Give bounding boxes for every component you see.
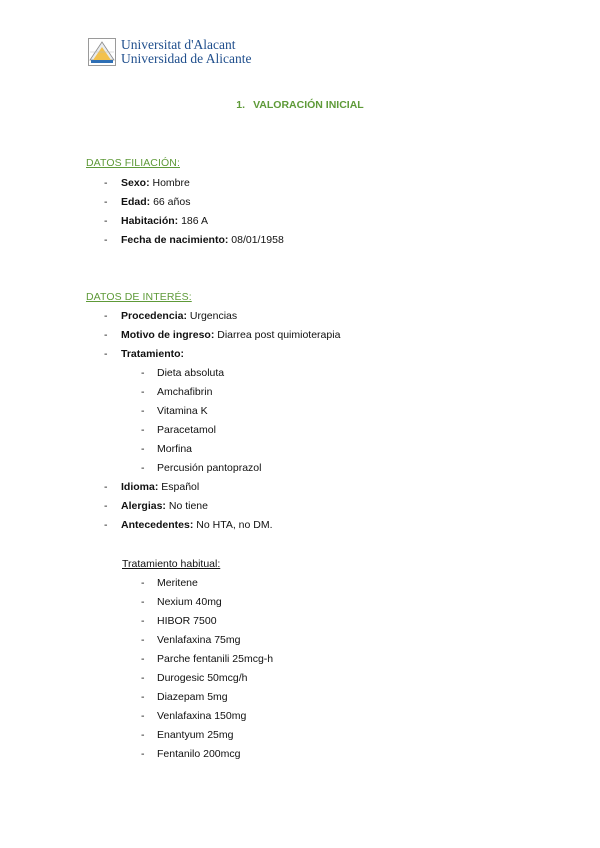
list-item: - Idioma: Español xyxy=(104,481,200,493)
university-name-spanish: Universidad de Alicante xyxy=(121,51,252,66)
item-label: Habitación: xyxy=(121,215,179,227)
item-label: Antecedentes: xyxy=(121,519,194,531)
item-label: Idioma: xyxy=(121,481,159,493)
university-logo-icon xyxy=(88,38,116,66)
sub-list-item: - Percusión pantoprazol xyxy=(141,462,262,474)
sub-list-item: - Meritene xyxy=(141,577,198,589)
sub-list-item: - Morfina xyxy=(141,443,193,455)
medication-item: Meritene xyxy=(157,577,198,589)
list-item: - Edad: 66 años xyxy=(104,196,191,208)
medication-item: HIBOR 7500 xyxy=(157,615,217,627)
sub-list-item: - Fentanilo 200mcg xyxy=(141,748,241,760)
sub-list-item: - Paracetamol xyxy=(141,424,216,436)
list-item: - Tratamiento: xyxy=(104,348,185,360)
item-label: Sexo: xyxy=(121,177,150,189)
item-label: Motivo de ingreso: xyxy=(121,329,215,341)
list-item: - Antecedentes: No HTA, no DM. xyxy=(104,519,273,531)
treatment-item: Paracetamol xyxy=(157,424,216,436)
list-item: - Alergias: No tiene xyxy=(104,500,208,512)
item-value: Hombre xyxy=(149,177,190,189)
treatment-item: Morfina xyxy=(157,443,193,455)
title-text: VALORACIÓN INICIAL xyxy=(253,99,364,111)
item-value: Español xyxy=(158,481,200,493)
university-logo xyxy=(88,38,258,70)
item-value: 66 años xyxy=(150,196,191,208)
list-item: - Procedencia: Urgencias xyxy=(104,310,238,322)
university-name-valencian: Universitat d'Alacant xyxy=(121,37,236,52)
section-heading-interes: DATOS DE INTERÉS: xyxy=(86,291,192,303)
item-value: Urgencias xyxy=(186,310,238,322)
medication-item: Nexium 40mg xyxy=(157,596,222,608)
item-label: Edad: xyxy=(121,196,151,208)
item-label: Procedencia: xyxy=(121,310,187,322)
sub-list-item: - HIBOR 7500 xyxy=(141,615,217,627)
sub-list-item: - Nexium 40mg xyxy=(141,596,222,608)
medication-item: Venlafaxina 75mg xyxy=(157,634,241,646)
sub-list-item: - Dieta absoluta xyxy=(141,367,225,379)
medication-item: Durogesic 50mcg/h xyxy=(157,672,248,684)
medication-item: Venlafaxina 150mg xyxy=(157,710,247,722)
medication-item: Parche fentanili 25mcg-h xyxy=(157,653,274,665)
item-value: Diarrea post quimioterapia xyxy=(214,329,341,341)
treatment-item: Percusión pantoprazol xyxy=(157,462,262,474)
sub-list-item: - Vitamina K xyxy=(141,405,208,417)
sub-list-item: - Amchafibrin xyxy=(141,386,213,398)
sub-list-item: - Venlafaxina 75mg xyxy=(141,634,241,646)
medication-item: Diazepam 5mg xyxy=(157,691,228,703)
item-value: 186 A xyxy=(178,215,208,227)
medication-item: Fentanilo 200mcg xyxy=(157,748,241,760)
treatment-item: Vitamina K xyxy=(157,405,208,417)
item-value: No HTA, no DM. xyxy=(193,519,273,531)
item-label: Alergias: xyxy=(121,500,166,512)
list-item: - Motivo de ingreso: Diarrea post quimioterapia xyxy=(104,329,341,341)
list-item: - Fecha de nacimiento: 08/01/1958 xyxy=(104,234,284,246)
item-label: Fecha de nacimiento: xyxy=(121,234,229,246)
treatment-item: Dieta absoluta xyxy=(157,367,225,379)
section-heading-filiacion: DATOS FILIACIÓN: xyxy=(86,157,180,169)
tratamiento-habitual-label: Tratamiento habitual: xyxy=(122,558,221,570)
list-item: - Sexo: Hombre xyxy=(104,177,190,189)
sub-list-item: - Enantyum 25mg xyxy=(141,729,234,741)
item-value: 08/01/1958 xyxy=(228,234,284,246)
item-value: No tiene xyxy=(165,500,208,512)
item-label: Tratamiento: xyxy=(121,348,185,360)
sub-list-item: - Diazepam 5mg xyxy=(141,691,228,703)
sub-list-item: - Durogesic 50mcg/h xyxy=(141,672,248,684)
sub-list-item: - Parche fentanili 25mcg-h xyxy=(141,653,274,665)
sub-list-item: - Venlafaxina 150mg xyxy=(141,710,247,722)
list-item: - Habitación: 186 A xyxy=(104,215,208,227)
title-number: 1. xyxy=(236,99,246,111)
page-title xyxy=(0,99,600,111)
medication-item: Enantyum 25mg xyxy=(157,729,234,741)
treatment-item: Amchafibrin xyxy=(157,386,213,398)
